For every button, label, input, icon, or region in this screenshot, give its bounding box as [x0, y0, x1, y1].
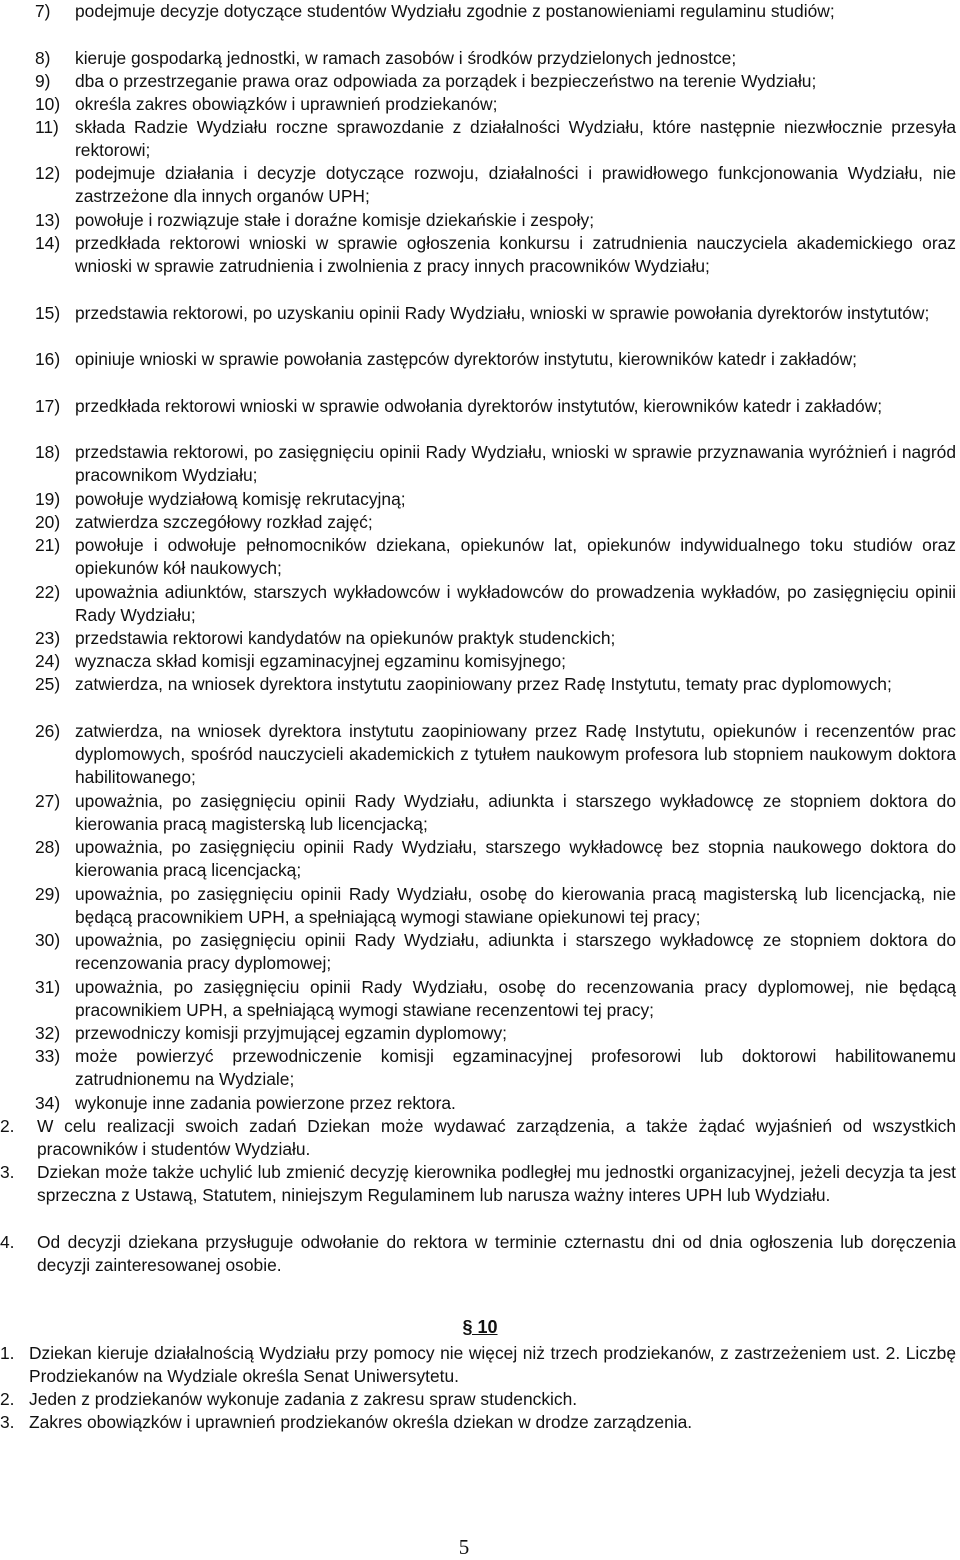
- item-text: powołuje i odwołuje pełnomocników dziekana, opiekunów lat, opiekunów indywidualnego toku studiów oraz opiekunów kół naukowych;: [75, 535, 956, 579]
- item-text: upoważnia, po zasięgnięciu opinii Rady Wydziału, osobę do recenzowania pracy dyplomowej, nie będącą pracownikiem UPH, a spełniającą wymogi stawiane recenzentowi tej pracy;: [75, 977, 956, 1021]
- list-item-7: [0, 0, 956, 23]
- item-text: przedstawia rektorowi, po zasięgnięciu opinii Rady Wydziału, wnioski w sprawie przyznawania wyróżnień i nagród pracownikom Wydziału;: [75, 442, 956, 486]
- item-number: 26): [35, 721, 61, 741]
- point-number: 2.: [0, 1116, 15, 1136]
- item-text: przewodniczy komisji przyjmującej egzamin dyplomowy;: [75, 1023, 508, 1043]
- item-text: podejmuje działania i decyzje dotyczące rozwoju, działalności i prawidłowego funkcjonowania Wydziału, nie zastrzeżone dla innych organów UPH;: [75, 163, 956, 207]
- item-number: 27): [35, 791, 61, 811]
- item-number: 21): [35, 535, 61, 555]
- point-text: Od decyzji dziekana przysługuje odwołanie do rektora w terminie czternastu dni od dnia ogłoszenia lub doręczenia decyzji zainteresowanej osobie.: [37, 1232, 956, 1276]
- list-item-32: [0, 1022, 956, 1045]
- item-number: 31): [35, 977, 61, 997]
- list-item-29: [0, 883, 956, 929]
- list-item-28: [0, 836, 956, 882]
- item-text: upoważnia adiunktów, starszych wykładowców i wykładowców do prowadzenia wykładów, po zasięgnięciu opinii Rady Wydziału;: [75, 582, 956, 626]
- list-item-13: [0, 209, 956, 232]
- item-number: 22): [35, 582, 61, 602]
- list-item-31: [0, 976, 956, 1022]
- list-item-17: [0, 395, 956, 418]
- item-number: 18): [35, 442, 61, 462]
- list-item-8: [0, 47, 956, 70]
- list-item-23: [0, 627, 956, 650]
- item-number: 23): [35, 628, 61, 648]
- item-number: 12): [35, 163, 61, 183]
- item-number: 30): [35, 930, 61, 950]
- item-text: dba o przestrzeganie prawa oraz odpowiada za porządek i bezpieczeństwo na terenie Wydziału;: [75, 71, 817, 91]
- list-item-25: [0, 673, 956, 696]
- list-item-34: [0, 1092, 956, 1115]
- section-point-1: [0, 1342, 956, 1388]
- section-heading: § 10: [462, 1317, 498, 1337]
- item-text: przedkłada rektorowi wnioski w sprawie ogłoszenia konkursu i zatrudnienia nauczyciela akademickiego oraz wnioski w sprawie zatrudnienia i zwolnienia z pracy innych pracowników Wydziału;: [75, 233, 956, 277]
- list-item-22: [0, 581, 956, 627]
- list-item-20: [0, 511, 956, 534]
- paragraph-point-2: [0, 1115, 956, 1161]
- point-number: 3.: [0, 1412, 15, 1432]
- item-number: 28): [35, 837, 61, 857]
- item-text: wyznacza skład komisji egzaminacyjnej egzaminu komisyjnego;: [75, 651, 567, 671]
- item-number: 20): [35, 512, 61, 532]
- item-text: upoważnia, po zasięgnięciu opinii Rady Wydziału, adiunkta i starszego wykładowcę ze stopniem doktora do kierowania pracą magisterską lub licencjacką;: [75, 791, 956, 835]
- item-number: 10): [35, 94, 61, 114]
- list-item-30: [0, 929, 956, 975]
- paragraph-point-4: [0, 1231, 956, 1277]
- item-text: powołuje wydziałową komisję rekrutacyjną;: [75, 489, 406, 509]
- item-number: 24): [35, 651, 61, 671]
- list-item-10: [0, 93, 956, 116]
- item-number: 15): [35, 303, 61, 323]
- page-number: 5: [458, 1535, 470, 1559]
- list-item-14: [0, 232, 956, 278]
- item-text: wykonuje inne zadania powierzone przez rektora.: [75, 1093, 456, 1113]
- point-text: Jeden z prodziekanów wykonuje zadania z zakresu spraw studenckich.: [29, 1389, 578, 1409]
- list-item-21: [0, 534, 956, 580]
- point-text: Dziekan może także uchylić lub zmienić decyzję kierownika podległej mu jednostki organizacyjnej, jeżeli decyzja ta jest sprzeczna z Ustawą, Statutem, niniejszym Regulaminem lub narusza ważny interes UPH lub Wydziału.: [37, 1162, 956, 1206]
- item-text: kieruje gospodarką jednostki, w ramach zasobów i środków przydzielonych jednostce;: [75, 48, 737, 68]
- item-text: zatwierdza, na wniosek dyrektora instytutu zaopiniowany przez Radę Instytutu, tematy prac dyplomowych;: [75, 674, 892, 694]
- item-text: zatwierdza, na wniosek dyrektora instytutu zaopiniowany przez Radę Instytutu, opiekunów i recenzentów prac dyplomowych, spośród nauczycieli akademickich z tytułem naukowym profesora lub stopniem naukowym doktora habilitowanego;: [75, 721, 956, 788]
- list-item-9: [0, 70, 956, 93]
- list-item-27: [0, 790, 956, 836]
- item-text: składa Radzie Wydziału roczne sprawozdanie z działalności Wydziału, które następnie niezwłocznie przesyła rektorowi;: [75, 117, 956, 161]
- section-point-2: [0, 1388, 956, 1411]
- item-number: 32): [35, 1023, 61, 1043]
- item-text: przedkłada rektorowi wnioski w sprawie odwołania dyrektorów instytutów, kierowników katedr i zakładów;: [75, 396, 883, 416]
- list-item-33: [0, 1045, 956, 1091]
- section-point-3: [0, 1411, 956, 1434]
- item-number: 8): [35, 48, 51, 68]
- item-number: 13): [35, 210, 61, 230]
- item-text: zatwierdza szczegółowy rozkład zajęć;: [75, 512, 373, 532]
- item-number: 17): [35, 396, 61, 416]
- point-number: 3.: [0, 1162, 15, 1182]
- item-text: określa zakres obowiązków i uprawnień prodziekanów;: [75, 94, 498, 114]
- list-item-24: [0, 650, 956, 673]
- point-number: 1.: [0, 1343, 15, 1363]
- item-text: podejmuje decyzje dotyczące studentów Wydziału zgodnie z postanowieniami regulaminu studiów;: [75, 1, 835, 21]
- item-number: 29): [35, 884, 61, 904]
- item-text: powołuje i rozwiązuje stałe i doraźne komisje dziekańskie i zespoły;: [75, 210, 595, 230]
- point-text: Dziekan kieruje działalnością Wydziału przy pomocy nie więcej niż trzech prodziekanów, z zastrzeżeniem ust. 2. Liczbę Prodziekanów na Wydziale określa Senat Uniwersytetu.: [29, 1343, 956, 1387]
- point-text: Zakres obowiązków i uprawnień prodziekanów określa dziekan w drodze zarządzenia.: [29, 1412, 693, 1432]
- item-number: 33): [35, 1046, 61, 1066]
- list-item-15: [0, 302, 956, 325]
- list-item-18: [0, 441, 956, 487]
- item-number: 7): [35, 1, 51, 21]
- item-text: przedstawia rektorowi kandydatów na opiekunów praktyk studenckich;: [75, 628, 616, 648]
- item-text: opiniuje wnioski w sprawie powołania zastępców dyrektorów instytutu, kierowników katedr i zakładów;: [75, 349, 857, 369]
- list-item-12: [0, 162, 956, 208]
- item-text: może powierzyć przewodniczenie komisji egzaminacyjnej profesorowi lub doktorowi habilitowanemu zatrudnionemu na Wydziale;: [75, 1046, 956, 1090]
- item-number: 9): [35, 71, 51, 91]
- item-number: 11): [35, 117, 59, 137]
- item-text: upoważnia, po zasięgnięciu opinii Rady Wydziału, starszego wykładowcę bez stopnia naukowego doktora do kierowania pracą licencjacką;: [75, 837, 956, 881]
- point-number: 2.: [0, 1389, 15, 1409]
- item-number: 16): [35, 349, 61, 369]
- item-text: upoważnia, po zasięgnięciu opinii Rady Wydziału, osobę do kierowania pracą magisterską lub licencjacką, nie będącą pracownikiem UPH, a spełniającą wymogi stawiane opiekunowi tej pracy;: [75, 884, 956, 928]
- list-item-16: [0, 348, 956, 371]
- point-text: W celu realizacji swoich zadań Dziekan może wydawać zarządzenia, a także żądać wyjaśnień od wszystkich pracowników i studentów Wydziału.: [37, 1116, 956, 1160]
- item-text: upoważnia, po zasięgnięciu opinii Rady Wydziału, adiunkta i starszego wykładowcę ze stopniem doktora do recenzowania pracy dyplomowej;: [75, 930, 956, 974]
- item-text: przedstawia rektorowi, po uzyskaniu opinii Rady Wydziału, wnioski w sprawie powołania dyrektorów instytutów;: [75, 303, 930, 323]
- paragraph-point-3: [0, 1161, 956, 1207]
- item-number: 25): [35, 674, 61, 694]
- list-item-19: [0, 488, 956, 511]
- point-number: 4.: [0, 1232, 15, 1252]
- item-number: 34): [35, 1093, 61, 1113]
- item-number: 14): [35, 233, 61, 253]
- list-item-11: [0, 116, 956, 162]
- item-number: 19): [35, 489, 61, 509]
- list-item-26: [0, 720, 956, 790]
